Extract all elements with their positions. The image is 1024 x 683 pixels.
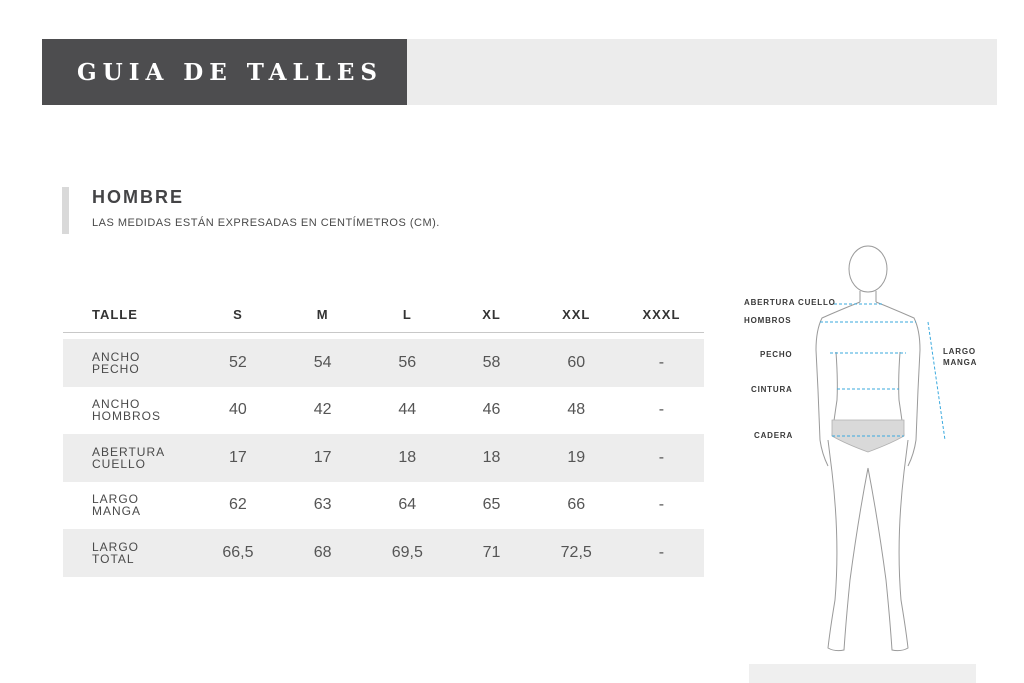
header-size-l: L — [402, 306, 412, 322]
table-row — [63, 529, 704, 577]
table-cell: 64 — [398, 496, 417, 514]
table-cell: 66,5 — [222, 543, 254, 561]
table-cell: 72,5 — [560, 543, 592, 561]
header-size-xl: XL — [482, 306, 501, 322]
section-subtitle: LAS MEDIDAS ESTÁN EXPRESADAS EN CENTÍMETROS (CM). — [92, 217, 440, 229]
label-cintura: CINTURA — [751, 385, 793, 394]
table-cell: 62 — [229, 496, 247, 514]
table-cell: 17 — [313, 448, 332, 466]
table-cell: 44 — [398, 401, 417, 419]
row-label: LARGO TOTAL — [92, 539, 140, 566]
banner — [42, 39, 407, 105]
table-cell: 56 — [398, 353, 417, 371]
table-row — [63, 387, 704, 435]
header-size-xxxl: XXXL — [642, 306, 681, 322]
row-label: ANCHO PECHO — [92, 349, 141, 376]
table-cell: 18 — [398, 448, 417, 466]
table-cell: 65 — [482, 496, 501, 514]
header-size-xxl: XXL — [562, 306, 591, 322]
page-title: GUIA DE TALLES — [77, 58, 383, 86]
table-cell: 19 — [567, 448, 586, 466]
table-cell: - — [658, 448, 665, 466]
table-cell: 17 — [229, 448, 247, 466]
table-cell: 71 — [482, 543, 501, 561]
section-title: HOMBRE — [92, 187, 184, 207]
table-cell: 60 — [567, 353, 586, 371]
table-row — [63, 339, 704, 387]
table-cell: 40 — [229, 401, 247, 419]
table-cell: 52 — [229, 353, 247, 371]
table-cell: - — [658, 353, 665, 371]
label-cadera: CADERA — [754, 431, 794, 440]
label-abertura-cuello: ABERTURA CUELLO — [744, 298, 836, 307]
label-hombros: HOMBROS — [744, 316, 792, 325]
row-label: ABERTURA CUELLO — [92, 444, 166, 471]
table-cell: 48 — [567, 401, 586, 419]
header-size-s: S — [233, 306, 243, 322]
label-manga: MANGA — [943, 358, 978, 367]
table-cell: 58 — [482, 353, 501, 371]
table-cell: 66 — [567, 496, 586, 514]
table-cell: 54 — [313, 353, 332, 371]
table-cell: 42 — [313, 401, 332, 419]
section-accent-bar — [62, 187, 69, 234]
table-cell: 68 — [313, 543, 332, 561]
table-cell: - — [658, 543, 665, 561]
size-table — [63, 296, 704, 577]
table-cell: - — [658, 496, 665, 514]
header-talle: TALLE — [92, 306, 138, 322]
table-row — [63, 434, 704, 482]
label-largo: LARGO — [943, 347, 976, 356]
body-measurement-figure — [740, 240, 990, 670]
label-pecho: PECHO — [760, 350, 793, 359]
table-cell: - — [658, 401, 665, 419]
figure-footer-bar — [749, 664, 976, 683]
table-cell: 18 — [482, 448, 501, 466]
row-label: LARGO MANGA — [92, 492, 142, 519]
table-row — [63, 482, 704, 530]
table-cell: 69,5 — [391, 543, 423, 561]
table-cell: 63 — [313, 496, 332, 514]
table-cell: 46 — [482, 401, 501, 419]
header-size-m: M — [316, 306, 329, 322]
row-label: ANCHO HOMBROS — [92, 397, 162, 424]
table-header-row — [63, 296, 704, 333]
